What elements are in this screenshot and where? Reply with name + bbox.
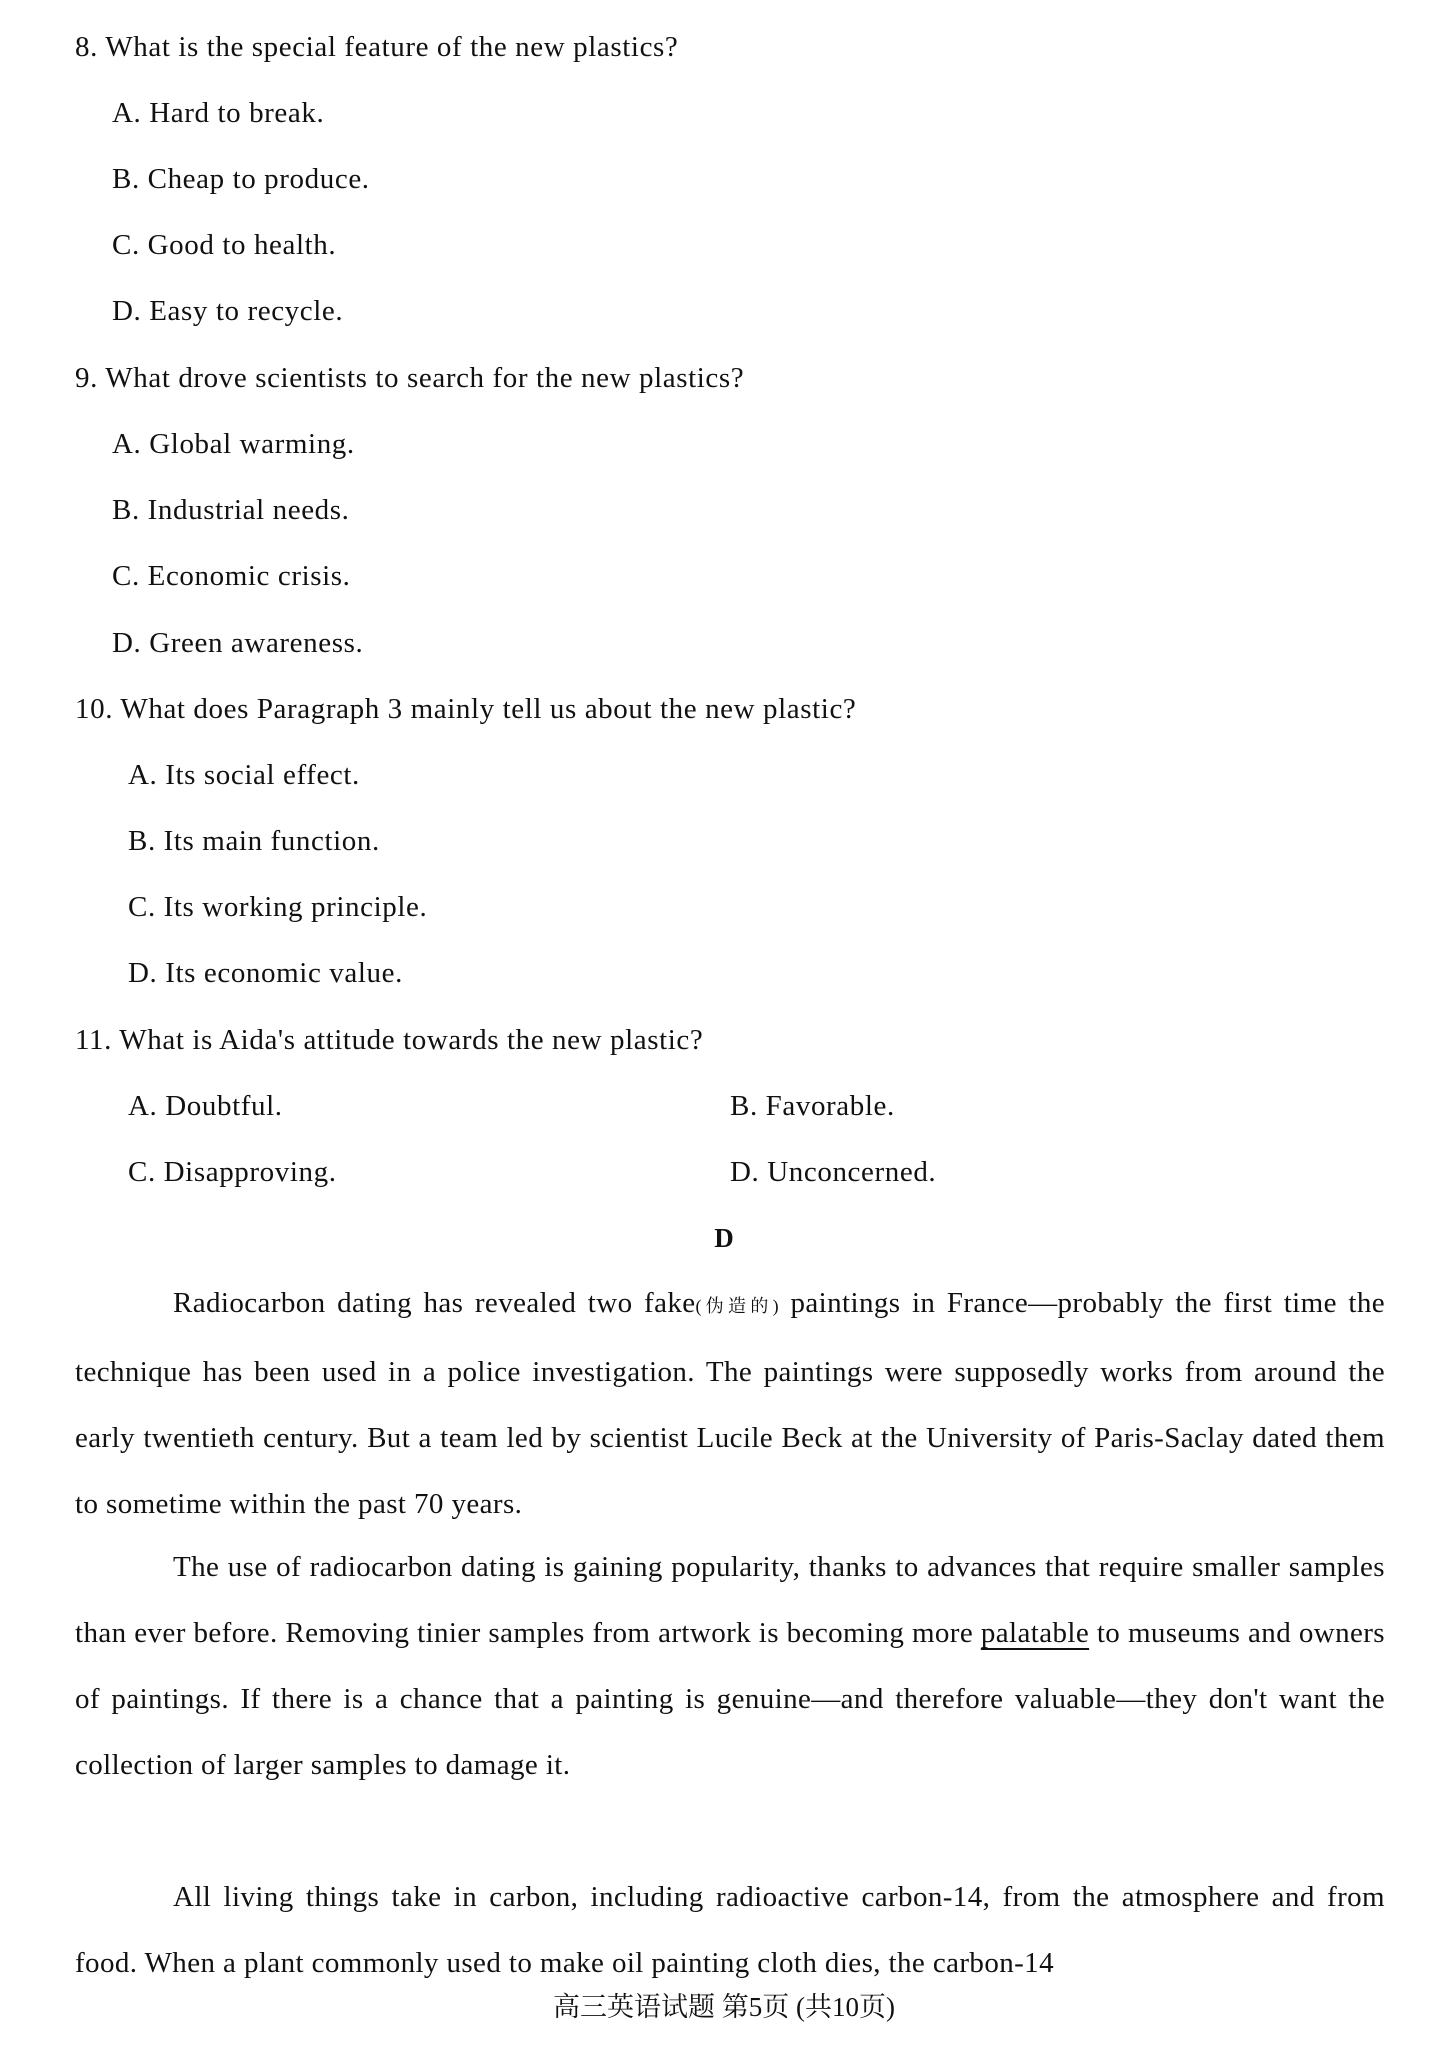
passage-paragraph-1 <box>75 1270 1385 1537</box>
paragraph-3-text: All living things take in carbon, including radioactive carbon-14, from the atmosphere and from food. When a plant commonly used to make oil painting cloth dies, the carbon-14 <box>75 1881 1385 1979</box>
question-11-option-a: A. Doubtful. <box>128 1090 283 1122</box>
question-11-option-c: C. Disapproving. <box>128 1156 337 1188</box>
question-9-option-b: B. Industrial needs. <box>112 494 350 526</box>
question-8-stem: 8. What is the special feature of the new plastics? <box>75 31 679 63</box>
question-9-option-c: C. Economic crisis. <box>112 560 351 592</box>
question-11-option-d: D. Unconcerned. <box>730 1156 937 1188</box>
question-8-option-b: B. Cheap to produce. <box>112 163 370 195</box>
underlined-word: palatable <box>980 1617 1090 1649</box>
paragraph-2-text-before: The use of radiocarbon dating is gaining popularity, thanks to advances that require smaller samples than ever before. Removing tinier samples from artwork is becoming more <box>75 1551 1385 1649</box>
page-footer: 高三英语试题 第5页 (共10页) <box>553 1992 895 2022</box>
question-8-option-c: C. Good to health. <box>112 229 337 261</box>
question-10-option-b: B. Its main function. <box>128 825 380 857</box>
question-10-option-d: D. Its economic value. <box>128 957 403 989</box>
paragraph-1-text-before: Radiocarbon dating has revealed two fake <box>173 1287 696 1319</box>
question-9-option-d: D. Green awareness. <box>112 627 364 659</box>
question-8-option-a: A. Hard to break. <box>112 97 325 129</box>
question-11-stem: 11. What is Aida's attitude towards the new plastic? <box>75 1024 704 1056</box>
question-9-stem: 9. What drove scientists to search for the new plastics? <box>75 362 745 394</box>
question-10-option-a: A. Its social effect. <box>128 759 360 791</box>
passage-paragraph-3 <box>75 1864 1385 1996</box>
question-10-stem: 10. What does Paragraph 3 mainly tell us about the new plastic? <box>75 693 857 725</box>
question-10-option-c: C. Its working principle. <box>128 891 428 923</box>
passage-paragraph-2 <box>75 1534 1385 1798</box>
question-8-option-d: D. Easy to recycle. <box>112 295 344 327</box>
paragraph-1-text-after: paintings in France—probably the first time the technique has been used in a police investigation. The paintings were supposedly works from around the early twentieth century. But a team led by scientist Lucile Beck at the University of Paris-Saclay dated them to sometime within the past 70 years. <box>75 1287 1385 1520</box>
question-9-option-a: A. Global warming. <box>112 428 355 460</box>
paragraph-1-gloss: (伪造的) <box>695 1296 779 1316</box>
question-11-option-b: B. Favorable. <box>730 1090 895 1122</box>
paragraph-2-text-after: to museums and owners of paintings. If there is a chance that a painting is genuine—and therefore valuable—they don't want the collection of larger samples to damage it. <box>75 1617 1385 1781</box>
section-heading: D <box>714 1223 734 1253</box>
